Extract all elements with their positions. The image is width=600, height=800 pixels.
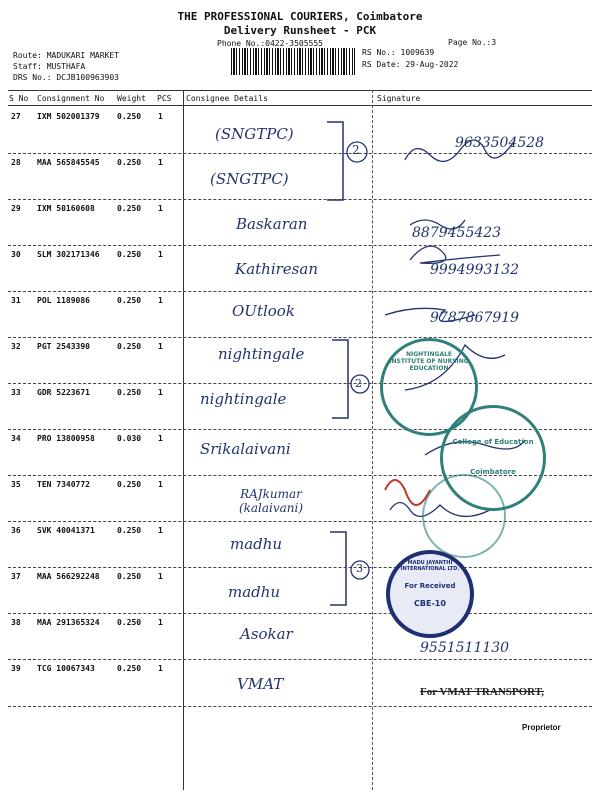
college-stamp: College of Education Coimbatore <box>440 405 546 511</box>
row-sno: 30 <box>11 250 21 259</box>
phone-number: Phone No.:0422-3505555 <box>217 39 323 48</box>
row-consignee: nightingale <box>200 390 287 408</box>
row-consignee: (SNGTPC) <box>210 170 289 188</box>
row-pcs: 1 <box>158 618 163 627</box>
row-consignment: SVK 40041371 <box>37 526 95 535</box>
row-consignee: (SNGTPC) <box>215 125 294 143</box>
rs-date: RS Date: 29-Aug-2022 <box>362 60 459 69</box>
row-weight: 0.250 <box>117 204 142 213</box>
row-weight: 0.250 <box>117 664 142 673</box>
row-sno: 37 <box>11 572 21 581</box>
bracket-count-3: 3 <box>356 562 363 575</box>
row-pcs: 1 <box>158 480 163 489</box>
row-pcs: 1 <box>158 342 163 351</box>
row-weight: 0.250 <box>117 342 142 351</box>
staff: Staff: MUSTHAFA <box>13 62 86 71</box>
proprietor-label: Proprietor <box>522 723 561 732</box>
row-consignment: GDR 5223671 <box>37 388 90 397</box>
row-pcs: 1 <box>158 296 163 305</box>
row-consignment: TEN 7340772 <box>37 480 90 489</box>
row-consignee: Asokar <box>240 625 293 643</box>
row-sno: 36 <box>11 526 21 535</box>
bracket-count-2: 2 <box>355 377 362 390</box>
row-consignment: IXM 502001379 <box>37 112 100 121</box>
row-pcs: 1 <box>158 526 163 535</box>
row-weight: 0.030 <box>117 434 142 443</box>
row-consignee: madhu <box>230 535 283 553</box>
column-header-pcs: PCS <box>157 94 172 103</box>
column-header-weight: Weight <box>117 94 146 103</box>
row-weight: 0.250 <box>117 296 142 305</box>
row-signature: 9633504528 <box>455 135 545 151</box>
row-consignee: nightingale <box>218 345 305 363</box>
row-sno: 39 <box>11 664 21 673</box>
row-sno: 32 <box>11 342 21 351</box>
barcode <box>231 48 355 75</box>
runsheet-title: Delivery Runsheet - PCK <box>223 24 377 37</box>
page-number: Page No.:3 <box>448 38 497 47</box>
vmat-stamp: For VMAT TRANSPORT, <box>420 686 544 698</box>
row-consignee: Kathiresan <box>235 260 318 278</box>
row-sno: 33 <box>11 388 21 397</box>
bracket-group-2 <box>330 338 375 428</box>
row-consignment: PRO 13800958 <box>37 434 95 443</box>
row-consignee: VMAT <box>237 675 284 693</box>
row-consignment: PGT 2543390 <box>37 342 90 351</box>
row-sno: 29 <box>11 204 21 213</box>
consignee-divider <box>183 90 184 790</box>
row-weight: 0.250 <box>117 480 142 489</box>
row-pcs: 1 <box>158 388 163 397</box>
bracket-group-3 <box>328 530 378 620</box>
row-weight: 0.250 <box>117 572 142 581</box>
row-consignment: MAA 565845545 <box>37 158 100 167</box>
row-pcs: 1 <box>158 664 163 673</box>
row-weight: 0.250 <box>117 158 142 167</box>
row-signature: 8879455423 <box>412 225 502 241</box>
nightingale-stamp: NIGHTINGALE INSTITUTE OF NURSING EDUCATION <box>380 338 478 436</box>
row-pcs: 1 <box>158 112 163 121</box>
row-pcs: 1 <box>158 250 163 259</box>
row-sno: 27 <box>11 112 21 121</box>
row-weight: 0.250 <box>117 388 142 397</box>
table-top-rule <box>8 90 592 91</box>
column-header-sno: S No <box>9 94 29 103</box>
row-sno: 34 <box>11 434 21 443</box>
row-signature: 9994993132 <box>430 262 520 278</box>
row-sno: 35 <box>11 480 21 489</box>
column-header-signature: Signature <box>377 94 421 103</box>
row-sno: 31 <box>11 296 21 305</box>
row-signature: 9551511130 <box>420 640 510 656</box>
madu-stamp: MADU JAYANTHI INTERNATIONAL LTD. For Received CBE-10 <box>386 550 474 638</box>
row-consignment: TCG 10067343 <box>37 664 95 673</box>
row-pcs: 1 <box>158 158 163 167</box>
row-consignee: RAJkumar (kalaivani) <box>238 487 304 515</box>
row-consignee: madhu <box>228 583 281 601</box>
row-pcs: 1 <box>158 572 163 581</box>
route: Route: MADUKARI MARKET <box>13 51 119 60</box>
company-title: THE PROFESSIONAL COURIERS, Coimbatore <box>177 10 423 23</box>
column-header-consignee: Consignee Details <box>186 94 268 103</box>
drs-number: DRS No.: DCJB100963903 <box>13 73 119 82</box>
row-consignment: POL 1189086 <box>37 296 90 305</box>
row-consignee: OUtlook <box>232 302 295 320</box>
column-header-consignment: Consignment No <box>37 94 105 103</box>
row-signature: 9787867919 <box>430 310 520 326</box>
faded-stamp <box>422 474 506 558</box>
row-consignee: Srikalaivani <box>200 440 291 458</box>
row-consignment: MAA 566292248 <box>37 572 100 581</box>
row-weight: 0.250 <box>117 112 142 121</box>
row-weight: 0.250 <box>117 618 142 627</box>
row-weight: 0.250 <box>117 526 142 535</box>
header-rule <box>8 105 592 106</box>
rs-number: RS No.: 1009639 <box>362 48 435 57</box>
row-sno: 38 <box>11 618 21 627</box>
row-consignee: Baskaran <box>236 215 308 233</box>
row-consignment: IXM 50160608 <box>37 204 95 213</box>
row-pcs: 1 <box>158 434 163 443</box>
bracket-count-1: 2 <box>352 143 360 157</box>
row-sno: 28 <box>11 158 21 167</box>
row-pcs: 1 <box>158 204 163 213</box>
row-weight: 0.250 <box>117 250 142 259</box>
row-consignment: SLM 302171346 <box>37 250 100 259</box>
row-consignment: MAA 291365324 <box>37 618 100 627</box>
